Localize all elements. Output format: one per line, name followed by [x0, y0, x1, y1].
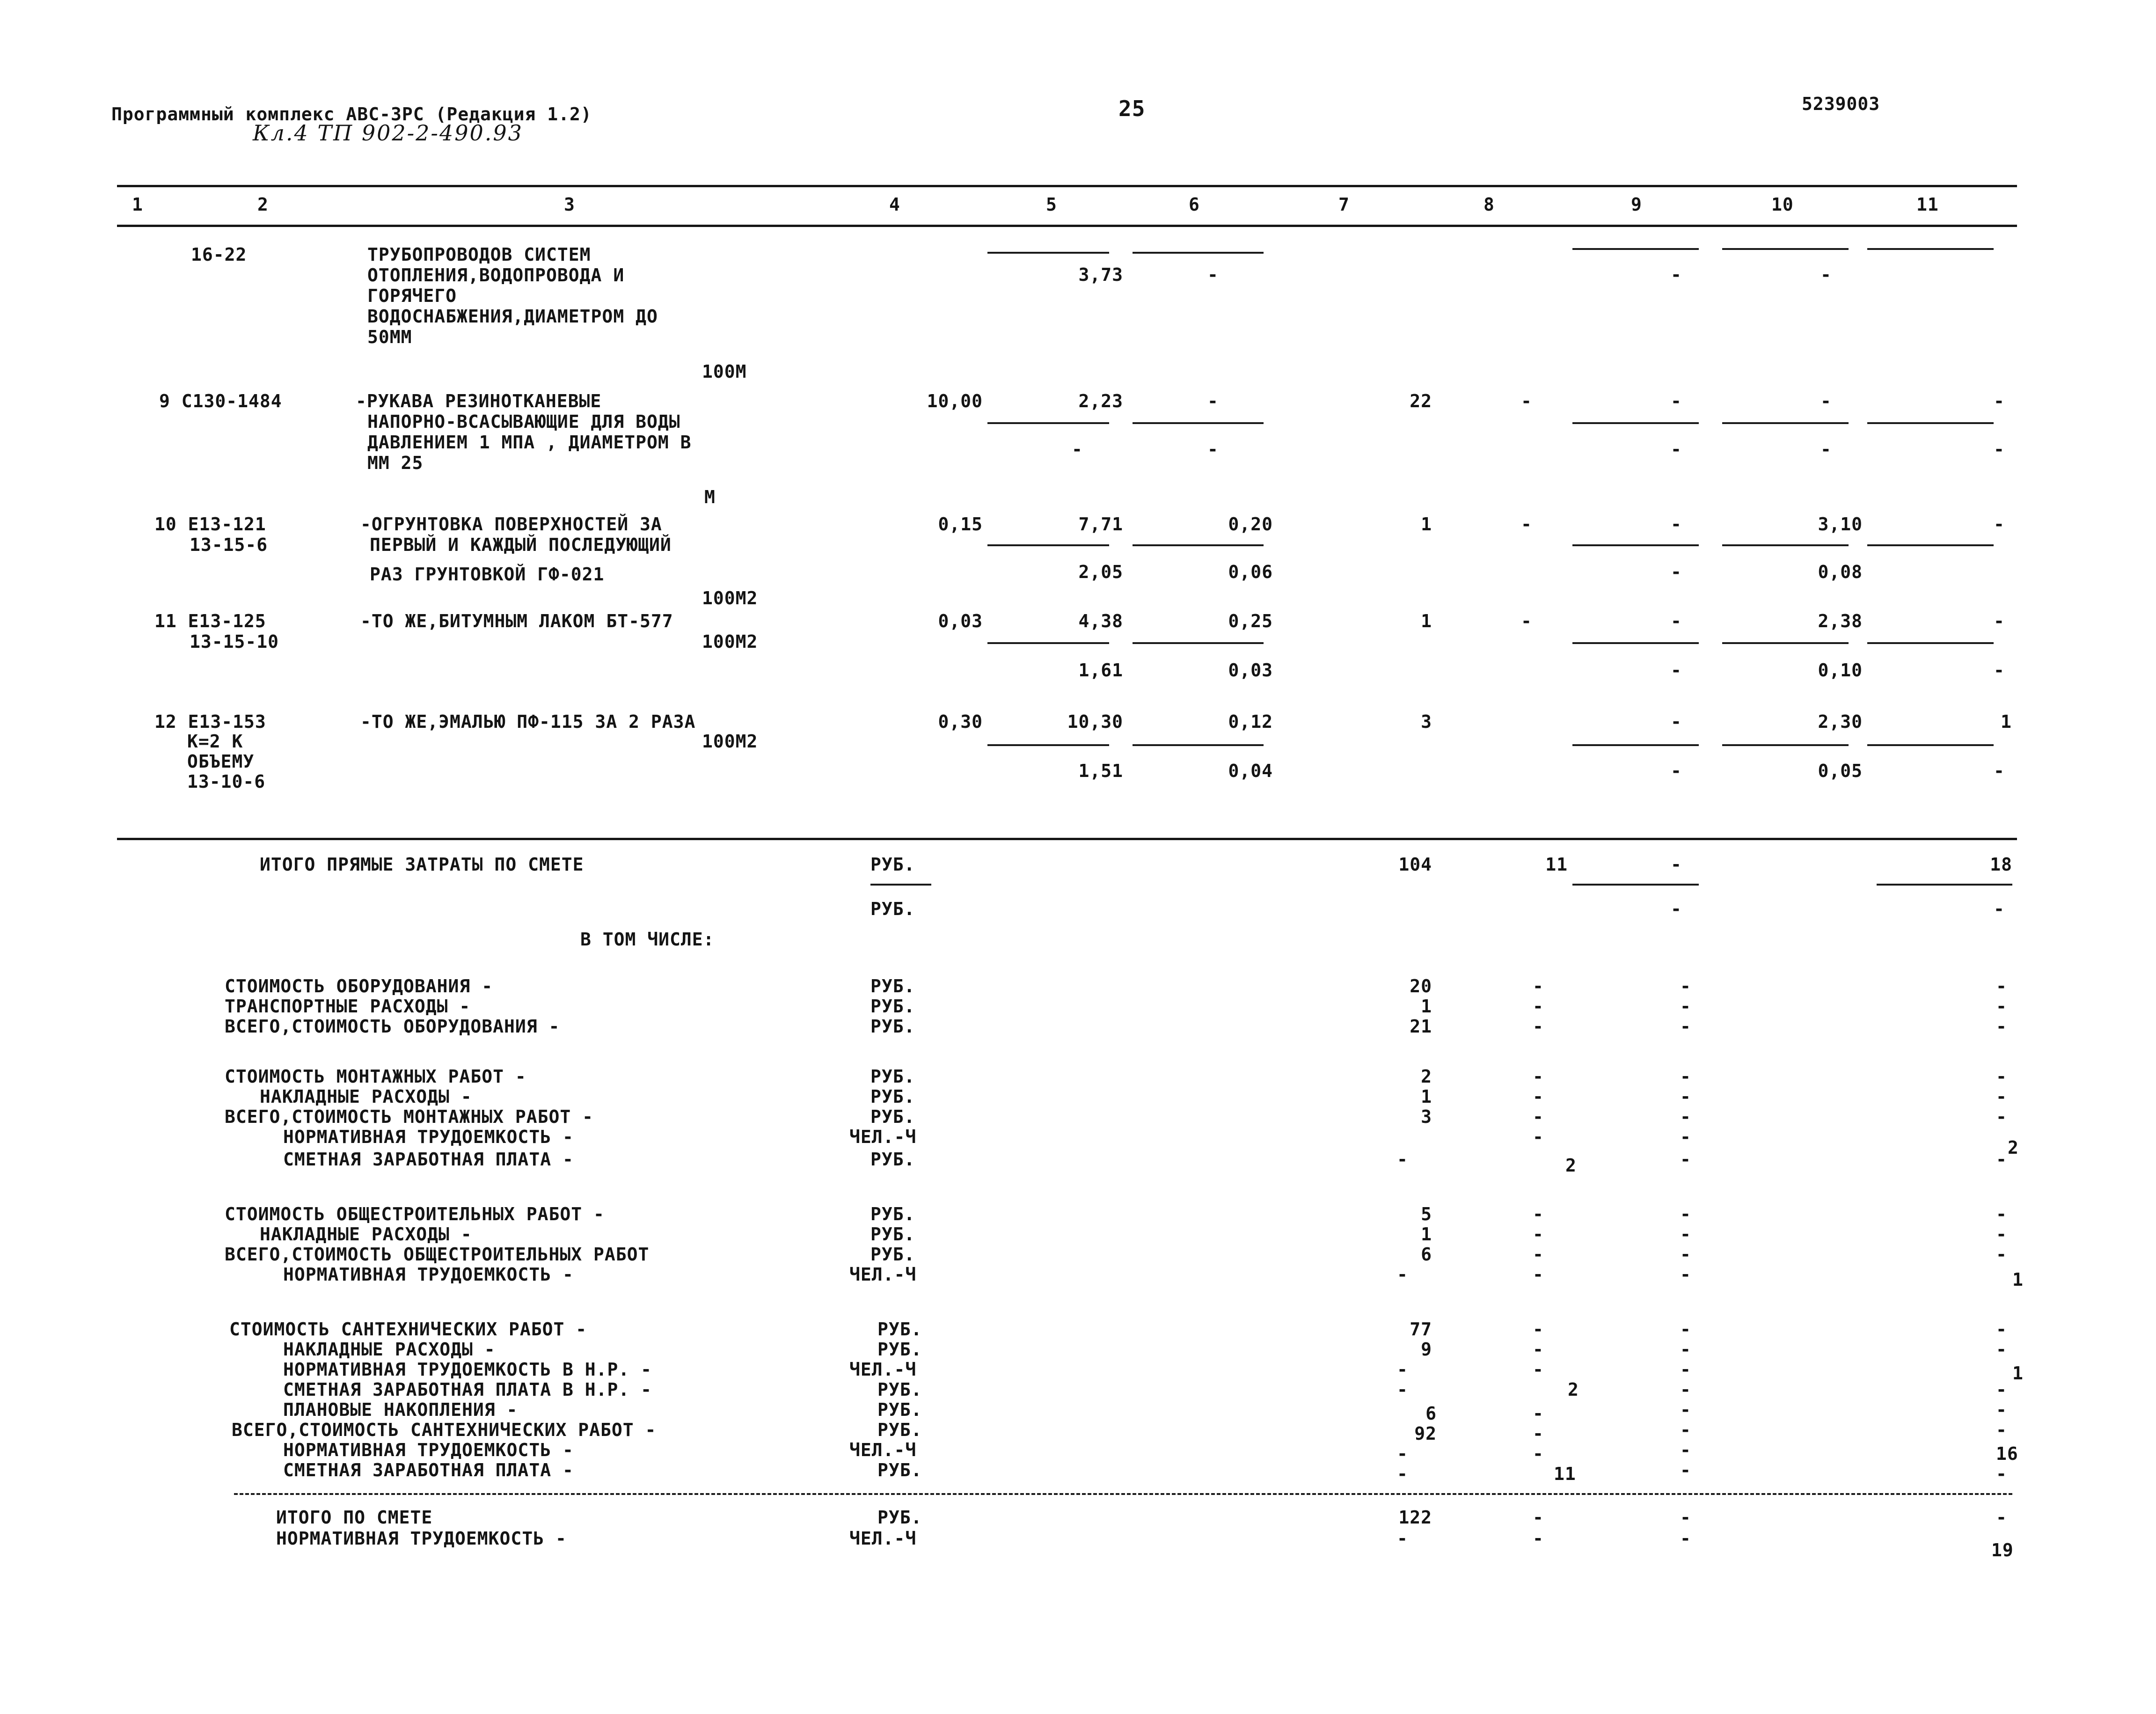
cell-col5: 3,73	[1078, 264, 1123, 285]
program-title: Программный комплекс АВС-3РС (Редакция 1.2)	[111, 104, 592, 125]
including-label: В ТОМ ЧИСЛЕ:	[580, 929, 715, 950]
summary-label: НАКЛАДНЫЕ РАСХОДЫ -	[260, 1086, 472, 1107]
summary-col11: -	[1996, 1016, 2007, 1037]
final-col9: -	[1680, 1507, 1691, 1528]
col-number: 1	[132, 194, 143, 215]
total-direct-col11: 18	[1990, 854, 2012, 875]
summary-col11: -	[1996, 1086, 2007, 1107]
summary-unit: ЧЕЛ.-Ч	[849, 1264, 917, 1285]
cell-col10-wage: -	[1820, 439, 1832, 460]
cell-rule	[987, 422, 1109, 424]
summary-col11: -	[1996, 1339, 2007, 1360]
summary-col9: -	[1680, 1066, 1691, 1087]
summary-col9: -	[1680, 1264, 1691, 1285]
table-top-rule	[117, 185, 2017, 187]
cell-col8: -	[1521, 514, 1532, 535]
summary-col9: -	[1680, 1127, 1691, 1147]
row-description: ОТОПЛЕНИЯ,ВОДОПРОВОДА И	[367, 265, 625, 286]
summary-col7: 77	[1410, 1319, 1432, 1340]
summary-col8: 2	[1565, 1155, 1577, 1176]
summary-unit: РУБ.	[870, 996, 915, 1017]
cell-rule	[1133, 422, 1264, 424]
cell-col6: 0,25	[1228, 611, 1273, 631]
summary-col11: -	[1996, 1464, 2007, 1484]
summary-col9: -	[1680, 1460, 1691, 1480]
total-direct-unit-2: РУБ.	[870, 899, 915, 919]
row-code: 9 С130-1484	[159, 391, 282, 411]
cell-col7: 1	[1421, 611, 1432, 631]
summary-col7: 9	[1421, 1339, 1432, 1360]
summary-col11: -	[1996, 1399, 2007, 1420]
cell-col10: 2,30	[1818, 711, 1863, 732]
cell-rule	[1877, 884, 2012, 886]
col-number: 9	[1631, 194, 1642, 215]
row-code: 11 Е13-125	[154, 611, 266, 631]
summary-col11: 1	[2012, 1363, 2024, 1384]
cell-rule	[1572, 744, 1699, 746]
row-description: ВОДОСНАБЖЕНИЯ,ДИАМЕТРОМ ДО	[367, 306, 658, 327]
col-number: 3	[564, 194, 575, 215]
cell-col11: -	[1994, 611, 2005, 631]
cell-col10: 2,38	[1818, 611, 1863, 631]
summary-unit: РУБ.	[870, 1224, 915, 1245]
summary-col11: -	[1996, 1379, 2007, 1400]
summary-col11: -	[1996, 1319, 2007, 1340]
unit-rule	[870, 884, 931, 886]
summary-col7: 5	[1421, 1204, 1432, 1224]
summary-col9: -	[1680, 1149, 1691, 1170]
final-col8: -	[1533, 1528, 1544, 1549]
row-description: ГОРЯЧЕГО	[367, 286, 457, 306]
summary-label: НОРМАТИВНАЯ ТРУДОЕМКОСТЬ В Н.Р. -	[283, 1359, 652, 1380]
summary-col8: 2	[1568, 1379, 1579, 1400]
summary-col7: 92	[1414, 1423, 1437, 1444]
summary-col9: -	[1680, 1016, 1691, 1037]
row-description: ТРУБОПРОВОДОВ СИСТЕМ	[367, 244, 591, 265]
summary-col7: 1	[1421, 1086, 1432, 1107]
summary-col11: -	[1996, 1066, 2007, 1087]
cell-col4: 10,00	[927, 391, 983, 411]
summary-col9: -	[1680, 1420, 1691, 1440]
cell-col5-wage: 1,61	[1078, 660, 1123, 681]
summary-unit: РУБ.	[877, 1460, 922, 1480]
final-unit: РУБ.	[877, 1507, 922, 1528]
summary-col7: 2	[1421, 1066, 1432, 1087]
total-direct-col11-b: -	[1994, 899, 2005, 919]
cell-col9: -	[1671, 391, 1682, 411]
row-code: 16-22	[191, 244, 247, 265]
cell-col10-wage: 0,10	[1818, 660, 1863, 681]
cell-col9-wage: -	[1671, 660, 1682, 681]
col-number: 6	[1189, 194, 1200, 215]
cell-col11-wage: -	[1994, 439, 2005, 460]
summary-label: НОРМАТИВНАЯ ТРУДОЕМКОСТЬ -	[283, 1440, 574, 1460]
cell-rule	[1867, 744, 1994, 746]
summary-col8: -	[1533, 1339, 1544, 1360]
summary-col9: -	[1680, 976, 1691, 996]
cell-col11: 1	[2001, 711, 2012, 732]
cell-rule	[1572, 544, 1699, 546]
summary-col11: -	[1996, 1204, 2007, 1224]
summary-col9: -	[1680, 1319, 1691, 1340]
row-description: НАПОРНО-ВСАСЫВАЮЩИЕ ДЛЯ ВОДЫ	[367, 411, 680, 432]
cell-col5-wage: 2,05	[1078, 562, 1123, 582]
summary-unit: РУБ.	[877, 1339, 922, 1360]
cell-rule	[1133, 252, 1264, 254]
summary-col8: -	[1533, 1403, 1544, 1424]
cell-col11: -	[1994, 514, 2005, 535]
cell-col11-wage: -	[1994, 761, 2005, 781]
col-number: 2	[257, 194, 269, 215]
summary-col8: -	[1533, 1423, 1544, 1444]
cell-col6: 0,12	[1228, 711, 1273, 732]
cell-rule	[1572, 248, 1699, 250]
summary-label: СМЕТНАЯ ЗАРАБОТНАЯ ПЛАТА -	[283, 1149, 574, 1170]
cell-col10: -	[1820, 391, 1832, 411]
row-code: 13-15-6	[190, 535, 268, 555]
summary-col9: -	[1680, 1086, 1691, 1107]
summary-label: СТОИМОСТЬ МОНТАЖНЫХ РАБОТ -	[225, 1066, 526, 1087]
summary-unit: РУБ.	[870, 1149, 915, 1170]
cell-col7: 3	[1421, 711, 1432, 732]
summary-col8: -	[1533, 976, 1544, 996]
summary-col8: -	[1533, 1244, 1544, 1265]
total-direct-col9-b: -	[1671, 899, 1682, 919]
summary-col9: -	[1680, 1224, 1691, 1245]
summary-label: СТОИМОСТЬ САНТЕХНИЧЕСКИХ РАБОТ -	[229, 1319, 587, 1340]
row-code: ОБЪЕМУ	[187, 751, 255, 772]
summary-col7: 21	[1410, 1016, 1432, 1037]
final-label: НОРМАТИВНАЯ ТРУДОЕМКОСТЬ -	[276, 1528, 567, 1549]
summary-unit: РУБ.	[877, 1420, 922, 1440]
total-direct-col7: 104	[1398, 854, 1432, 875]
summary-col9: -	[1680, 1339, 1691, 1360]
summary-label: ВСЕГО,СТОИМОСТЬ ОБОРУДОВАНИЯ -	[225, 1016, 560, 1037]
summary-col11: 2	[2008, 1137, 2019, 1158]
cell-rule	[1133, 744, 1264, 746]
section-rule	[117, 838, 2017, 840]
summary-col11: 16	[1996, 1443, 2018, 1464]
cell-col4: 0,03	[938, 611, 983, 631]
cell-col11: -	[1994, 391, 2005, 411]
summary-col7: -	[1397, 1149, 1408, 1170]
row-unit: М	[704, 487, 716, 507]
cell-rule	[1572, 642, 1699, 644]
final-col11: -	[1996, 1507, 2007, 1528]
row-description: -ОГРУНТОВКА ПОВЕРХНОСТЕЙ ЗА	[360, 514, 662, 535]
summary-col8: -	[1533, 1106, 1544, 1127]
cell-col6: -	[1207, 391, 1219, 411]
summary-label: СТОИМОСТЬ ОБОРУДОВАНИЯ -	[225, 976, 493, 996]
summary-unit: РУБ.	[877, 1319, 922, 1340]
cell-col6-wage: 0,04	[1228, 761, 1273, 781]
summary-col9: -	[1680, 1440, 1691, 1460]
summary-col8: -	[1533, 1016, 1544, 1037]
total-direct-col9: -	[1671, 854, 1682, 875]
cell-col4: 0,15	[938, 514, 983, 535]
cell-rule	[1572, 422, 1699, 424]
cell-col10: -	[1820, 264, 1832, 285]
summary-label: ВСЕГО,СТОИМОСТЬ САНТЕХНИЧЕСКИХ РАБОТ -	[232, 1420, 657, 1440]
total-direct-col8: 11	[1545, 854, 1568, 875]
summary-col7: 3	[1421, 1106, 1432, 1127]
summary-unit: РУБ.	[870, 1106, 915, 1127]
final-col7: -	[1397, 1528, 1408, 1549]
summary-col7: -	[1397, 1359, 1408, 1380]
summary-col11: -	[1996, 1149, 2007, 1170]
cell-col11-wage: -	[1994, 660, 2005, 681]
cell-rule	[987, 544, 1109, 546]
summary-col9: -	[1680, 996, 1691, 1017]
cell-col10-wage: 0,05	[1818, 761, 1863, 781]
summary-label: ПЛАНОВЫЕ НАКОПЛЕНИЯ -	[283, 1399, 518, 1420]
cell-col10: 3,10	[1818, 514, 1863, 535]
summary-label: НОРМАТИВНАЯ ТРУДОЕМКОСТЬ -	[283, 1264, 574, 1285]
cell-col5-wage: -	[1072, 439, 1083, 460]
cell-col6-wage: 0,06	[1228, 562, 1273, 582]
cell-rule	[1722, 544, 1849, 546]
cell-col5: 4,38	[1078, 611, 1123, 631]
cell-col9-wage: -	[1671, 761, 1682, 781]
cell-col9: -	[1671, 711, 1682, 732]
cell-col5-wage: 1,51	[1078, 761, 1123, 781]
cell-col9-wage: -	[1671, 562, 1682, 582]
row-code: 10 Е13-121	[154, 514, 266, 535]
cell-rule	[1722, 642, 1849, 644]
summary-col8: -	[1533, 1086, 1544, 1107]
summary-col8: 11	[1554, 1464, 1576, 1484]
page-number: 25	[1118, 96, 1146, 121]
total-direct-label: ИТОГО ПРЯМЫЕ ЗАТРАТЫ ПО СМЕТЕ	[260, 854, 584, 875]
cell-rule	[1133, 642, 1264, 644]
cell-col6-wage: 0,03	[1228, 660, 1273, 681]
cell-rule	[987, 642, 1109, 644]
cell-col5: 10,30	[1067, 711, 1123, 732]
summary-col9: -	[1680, 1204, 1691, 1224]
final-col9: -	[1680, 1528, 1691, 1549]
final-unit: ЧЕЛ.-Ч	[849, 1528, 917, 1549]
col-number: 10	[1771, 194, 1794, 215]
summary-unit: РУБ.	[870, 976, 915, 996]
row-code: 12 Е13-153	[154, 711, 266, 732]
cell-rule	[987, 252, 1109, 254]
totals-rule	[234, 1493, 2012, 1495]
cell-col6: 0,20	[1228, 514, 1273, 535]
final-col7: 122	[1398, 1507, 1432, 1528]
cell-rule	[1722, 744, 1849, 746]
summary-unit: ЧЕЛ.-Ч	[849, 1359, 917, 1380]
summary-unit: РУБ.	[870, 1244, 915, 1265]
summary-col7: 1	[1421, 1224, 1432, 1245]
summary-col9: -	[1680, 1106, 1691, 1127]
summary-col9: -	[1680, 1359, 1691, 1380]
total-direct-unit: РУБ.	[870, 854, 915, 875]
row-description: РАЗ ГРУНТОВКОЙ ГФ-021	[370, 564, 605, 585]
cell-col8: -	[1521, 391, 1532, 411]
cell-rule	[1133, 544, 1264, 546]
summary-col7: -	[1397, 1379, 1408, 1400]
summary-col7: -	[1397, 1264, 1408, 1285]
col-number: 7	[1338, 194, 1350, 215]
summary-col9: -	[1680, 1379, 1691, 1400]
cell-col5: 2,23	[1078, 391, 1123, 411]
summary-col11: -	[1996, 1106, 2007, 1127]
summary-label: СТОИМОСТЬ ОБЩЕСТРОИТЕЛЬНЫХ РАБОТ -	[225, 1204, 605, 1224]
summary-unit: ЧЕЛ.-Ч	[849, 1440, 917, 1460]
summary-col8: -	[1533, 1224, 1544, 1245]
summary-label: СМЕТНАЯ ЗАРАБОТНАЯ ПЛАТА В Н.Р. -	[283, 1379, 652, 1400]
row-unit: 100М	[702, 361, 747, 382]
summary-unit: РУБ.	[870, 1066, 915, 1087]
summary-col8: -	[1533, 1319, 1544, 1340]
summary-col7: 6	[1421, 1244, 1432, 1265]
handwritten-reference: Кл.4 ТП 902-2-490.93	[253, 120, 523, 146]
summary-col7: -	[1397, 1443, 1408, 1464]
cell-rule	[987, 744, 1109, 746]
row-description: ДАВЛЕНИЕМ 1 МПА , ДИАМЕТРОМ В	[367, 432, 692, 453]
cell-col6-wage: -	[1207, 439, 1219, 460]
col-number: 11	[1916, 194, 1939, 215]
summary-col8: -	[1533, 1443, 1544, 1464]
final-col8: -	[1533, 1507, 1544, 1528]
summary-unit: ЧЕЛ.-Ч	[849, 1127, 917, 1147]
cell-col9: -	[1671, 611, 1682, 631]
summary-col7: 6	[1425, 1403, 1437, 1424]
final-label: ИТОГО ПО СМЕТЕ	[276, 1507, 433, 1528]
final-col11: 19	[1991, 1540, 2014, 1560]
summary-col7: 20	[1410, 976, 1432, 996]
summary-col11: -	[1996, 1420, 2007, 1440]
row-description: -ТО ЖЕ,БИТУМНЫМ ЛАКОМ БТ-577	[360, 611, 673, 631]
cell-rule	[1867, 544, 1994, 546]
cell-col10-wage: 0,08	[1818, 562, 1863, 582]
cell-col6: -	[1207, 264, 1219, 285]
summary-col11: 1	[2012, 1269, 2024, 1290]
cell-col9-wage: -	[1671, 439, 1682, 460]
summary-label: НОРМАТИВНАЯ ТРУДОЕМКОСТЬ -	[283, 1127, 574, 1147]
summary-col9: -	[1680, 1399, 1691, 1420]
summary-col7: -	[1397, 1464, 1408, 1484]
summary-unit: РУБ.	[877, 1399, 922, 1420]
row-description: 50ММ	[367, 327, 412, 347]
row-unit: 100М2	[702, 731, 758, 752]
summary-col9: -	[1680, 1244, 1691, 1265]
cell-col9: -	[1671, 514, 1682, 535]
summary-col8: -	[1533, 1204, 1544, 1224]
summary-unit: РУБ.	[870, 1204, 915, 1224]
cell-rule	[1722, 422, 1849, 424]
row-unit: 100М2	[702, 631, 758, 652]
summary-unit: РУБ.	[870, 1016, 915, 1037]
summary-unit: РУБ.	[877, 1379, 922, 1400]
cell-rule	[1867, 642, 1994, 644]
cell-col8: -	[1521, 611, 1532, 631]
cell-rule	[1572, 884, 1699, 886]
cell-col4: 0,30	[938, 711, 983, 732]
col-number: 4	[889, 194, 900, 215]
col-number: 8	[1484, 194, 1495, 215]
cell-col7: 22	[1410, 391, 1432, 411]
cell-rule	[1867, 422, 1994, 424]
document-code: 5239003	[1802, 94, 1880, 114]
row-code: 13-10-6	[187, 771, 266, 792]
summary-label: СМЕТНАЯ ЗАРАБОТНАЯ ПЛАТА -	[283, 1460, 574, 1480]
summary-label: НАКЛАДНЫЕ РАСХОДЫ -	[260, 1224, 472, 1245]
summary-col7: 1	[1421, 996, 1432, 1017]
summary-col8: -	[1533, 1127, 1544, 1147]
cell-col7: 1	[1421, 514, 1432, 535]
summary-col11: -	[1996, 976, 2007, 996]
row-description: -ТО ЖЕ,ЭМАЛЬЮ ПФ-115 ЗА 2 РАЗА	[360, 711, 696, 732]
cell-rule	[1722, 248, 1849, 250]
column-number-rule	[117, 225, 2017, 227]
row-description: ММ 25	[367, 453, 424, 473]
summary-label: ТРАНСПОРТНЫЕ РАСХОДЫ -	[225, 996, 471, 1017]
summary-col11: -	[1996, 1244, 2007, 1265]
row-unit: 100М2	[702, 588, 758, 608]
summary-label: ВСЕГО,СТОИМОСТЬ МОНТАЖНЫХ РАБОТ -	[225, 1106, 593, 1127]
summary-col8: -	[1533, 1066, 1544, 1087]
cell-col5: 7,71	[1078, 514, 1123, 535]
row-description: -РУКАВА РЕЗИНОТКАНЕВЫЕ	[356, 391, 602, 411]
col-number: 5	[1046, 194, 1057, 215]
cell-rule	[1867, 248, 1994, 250]
summary-col11: -	[1996, 996, 2007, 1017]
summary-label: НАКЛАДНЫЕ РАСХОДЫ -	[283, 1339, 496, 1360]
summary-col11: -	[1996, 1224, 2007, 1245]
row-code: 13-15-10	[190, 631, 279, 652]
cell-col9: -	[1671, 264, 1682, 285]
summary-col8: -	[1533, 1264, 1544, 1285]
summary-col8: -	[1533, 1359, 1544, 1380]
summary-unit: РУБ.	[870, 1086, 915, 1107]
summary-col8: -	[1533, 996, 1544, 1017]
summary-label: ВСЕГО,СТОИМОСТЬ ОБЩЕСТРОИТЕЛЬНЫХ РАБОТ	[225, 1244, 650, 1265]
row-code: К=2 К	[187, 731, 243, 752]
row-description: ПЕРВЫЙ И КАЖДЫЙ ПОСЛЕДУЮЩИЙ	[370, 535, 672, 555]
